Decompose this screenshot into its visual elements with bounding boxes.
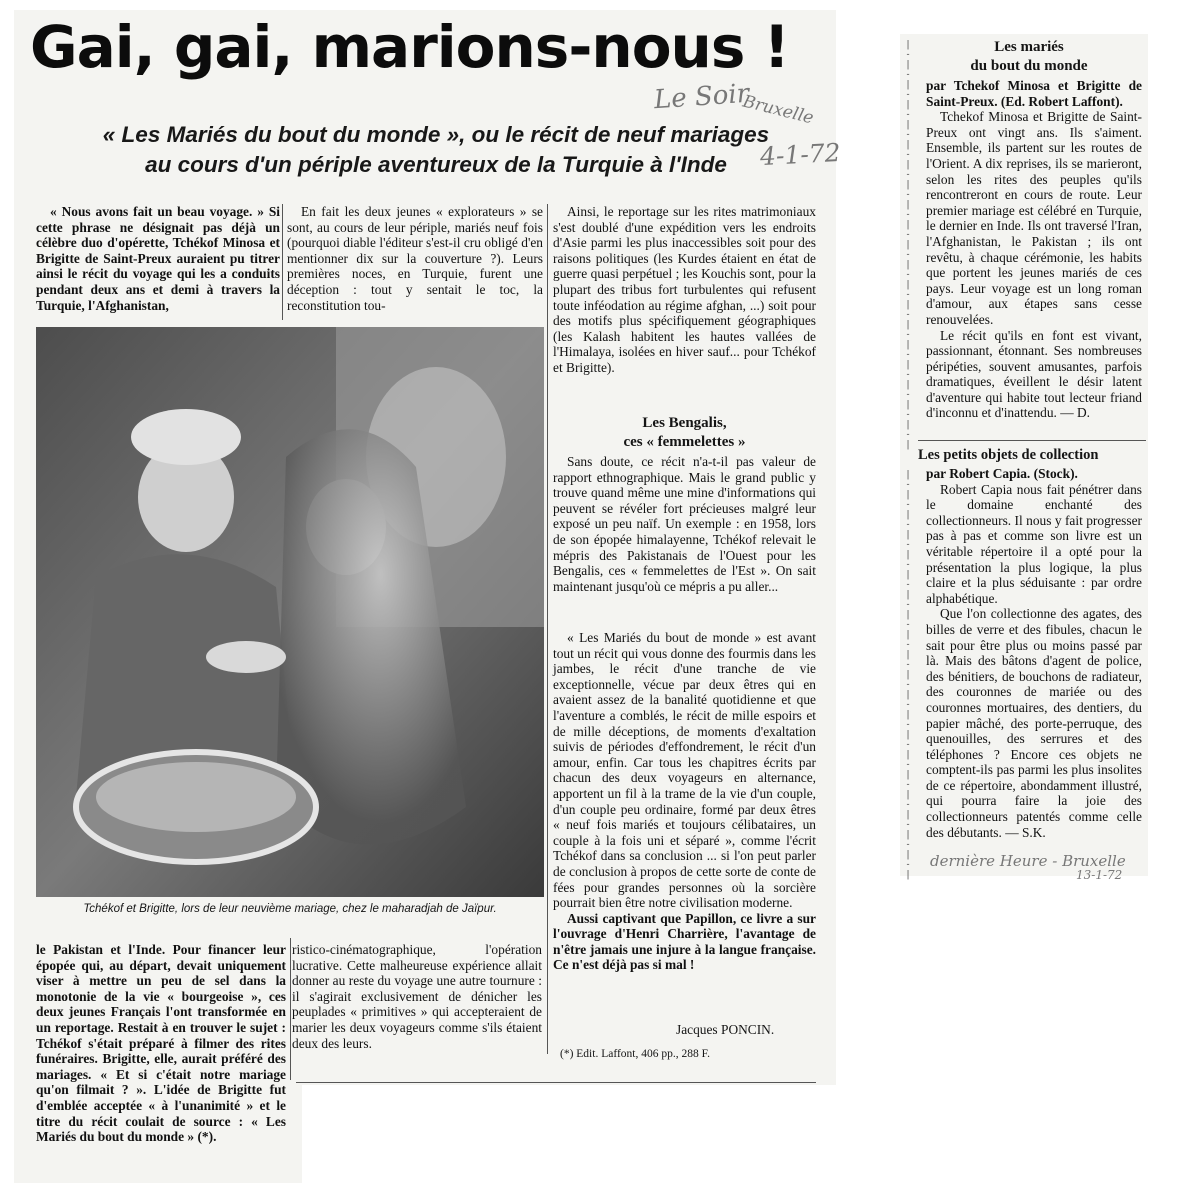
paragraph: Robert Capia nous fait pénétrer dans le domaine enchanté des collectionneurs. Il nous y fait progresser pas à pas et comme son livre est un véritable répertoire il a opté pour la présentation la plus logique, la plus claire et la plus séduisante : par ordre alphabétique. xyxy=(926,481,1142,606)
paragraph: « Nous avons fait un beau voyage. » Si cette phrase ne désignait pas déjà un célèbre duo d'opérette, Tchékof Minosa et Brigitte de Saint-Preux auraient pu titrer ainsi le récit du voyage qui les a conduits pendant deux ans et demi à travers la Turquie, l'Afghanistan, xyxy=(36,204,280,313)
column-rule xyxy=(282,204,283,320)
column-3-part-1 xyxy=(553,204,816,414)
subhead-line-1: Les Bengalis, xyxy=(642,415,727,431)
review-2-body xyxy=(926,466,1142,850)
paragraph: Sans doute, ce récit n'a-t-il pas valeur de rapport ethnographique. Mais le grand public y trouve quand même une mine d'informations qui peuvent se révéler fort précieuses malgré leur exposé un peu naïf. Un exemple : en 1958, lors de son épopée himalayenne, Tchékof relevait le mépris des Pakistanais de l'Ouest pour les Bengalis, ces « femmelettes de l'Est ». On sait maintenant jusqu'où ce mépris a pu aller... xyxy=(553,454,816,594)
subtitle-line-2: au cours d'un périple aventureux de la Turquie à l'Inde xyxy=(145,152,727,177)
footnote: (*) Edit. Laffont, 406 pp., 288 F. xyxy=(560,1048,710,1060)
paragraph: Le récit qu'ils en font est vivant, passionnant, étonnant. Ses nombreuses péripéties, souvent amusantes, parfois dramatiques, éveillent le désir latent d'aventure qui habite tout lecteur friand d'inconnu et d'inattendu. — D. xyxy=(926,327,1142,421)
column-rule xyxy=(290,938,291,1080)
handwritten-date: 4-1-72 xyxy=(759,137,842,172)
column-3-subhead xyxy=(553,414,816,452)
paragraph: Que l'on collectionne des agates, des billes de verre et des fibules, chacun le sait pour être plus ou moins passé par là. Mais des bâtons d'agent de police, des bénitiers, de bouchons de radiateur, des couronnes de mariée ou des couronnes mortuaires, des dentiers, du papier mâché, des porte-perruque, des quenouilles, des serrures et des téléphones ? Encore ces objets ne comptent-ils pas parmi les plus insolites de ce répertoire, abondamment illustré, qui pourra faire la joie des collectionneurs patentés comme celle des débutants. — S.K. xyxy=(926,606,1142,840)
margin-marks: | - | - | - | - | - | - | - | - | - | - | - | - | - | - | - | - | - | - | - | - | xyxy=(906,40,910,450)
photo-caption: Tchékof et Brigitte, lors de leur neuvième mariage, chez le maharadjah de Jaïpur. xyxy=(83,903,497,915)
paragraph: Aussi captivant que Papillon, ce livre a sur l'ouvrage d'Henri Charrière, l'avantage de n'être jamais une injure à la langue française. Ce n'est déjà pas si mal ! xyxy=(553,910,816,973)
paragraph: ristico-cinématographique, l'opération lucrative. Cette malheureuse expérience allait donner au reste du voyage une autre tournure : il s'agirait exclusivement de dénicher les peuplades « primitives » qui accepteraient de marier les deux voyageurs comme s'ils étaient deux des leurs. xyxy=(292,942,542,1051)
handwritten-date-2: 13-1-72 xyxy=(1076,868,1123,882)
subhead-line-2: ces « femmelettes » xyxy=(623,434,746,450)
review-2-title: Les petits objets de collection xyxy=(918,447,1099,463)
wedding-photo-image xyxy=(36,327,544,897)
handwritten-city: Bruxelle xyxy=(740,91,816,129)
column-rule xyxy=(547,204,548,1054)
column-1-top xyxy=(36,204,280,324)
column-2-top xyxy=(287,204,543,324)
review-1-title-line-2: du bout du monde xyxy=(970,58,1088,74)
review-1-body xyxy=(926,78,1142,430)
handwritten-source-2: dernière Heure - Bruxelle xyxy=(930,852,1126,870)
review-1-title-line-1: Les mariés xyxy=(994,39,1064,55)
column-1-bottom xyxy=(36,942,286,1174)
headline: Gai, gai, marions-nous ! xyxy=(30,13,789,81)
paragraph: « Les Mariés du bout de monde » est avant tout un récit qui vous donne des fourmis dans les jambes, le récit d'une tranche de vie exceptionnelle, vécue par deux êtres qui en avaient assez de la banalité quotidienne et que l'aventure a comblés, le récit de mille espoirs et de mille déceptions, de moments d'exaltation suivis de périodes d'effondrement, le récit d'un amour, enfin. Car tous les chapitres écrits par chacun des deux voyageurs en alternance, apportent un fil à la trame de la vie d'un couple, d'un couple peu ordinaire, formé par deux êtres « neuf fois mariés et toujours célibataires, un couple à la fois uni et séparé », comme l'écrit Tchékof dans sa conclusion ... si l'on peut parler de conclusion à propos de cette sorte de conte de fées pour grandes personnes où la sorcière pourrait bien être notre civilisation moderne. xyxy=(553,630,816,911)
paragraph: Ainsi, le reportage sur les rites matrimoniaux s'est doublé d'une expédition vers les endroits d'Asie parmi les plus inaccessibles soit pour des raisons politiques (les Kurdes étaient en état de guerre quasi perpétuel ; les Kouchis sont, pour la plupart des tribus fort turbulentes qui refusent toute inféodation au régime afghan, ...) soit pour des motifs plus spécifiquement géographiques (les Kalash habitent les hautes vallées de l'Himalaya, isolées en hiver sauf... pour Tchékof et Brigitte). xyxy=(553,204,816,375)
margin-marks: | - | - | - | - | - | - | - | - | - | - | - | - | - | - | - | - | - | - | - | - | xyxy=(906,470,910,880)
review-1-title xyxy=(912,38,1146,76)
review-divider xyxy=(918,440,1146,441)
paragraph: le Pakistan et l'Inde. Pour financer leur épopée qui, au départ, devait uniquement viser à mettre un peu de sel dans la monotonie de la vie « bourgeoise », ces deux jeunes Français l'ont transformée en un reportage. Restait à en trouver le sujet : Tchékof s'était préparé à filmer des rites funéraires. Brigitte, elle, aurait préféré des mariages. « Et si c'était notre mariage qu'on filmait ? ». L'idée de Brigitte fut d'emblée acceptée « à l'unanimité » et le titre du récit coulait de source : « Les Mariés du bout du monde » (*). xyxy=(36,942,286,1145)
review-1-byline: par Tchekof Minosa et Brigitte de Saint-Preux. (Ed. Robert Laffont). xyxy=(926,78,1142,109)
column-2-bottom xyxy=(292,942,542,1068)
column-3-part-2 xyxy=(553,454,816,630)
wedding-photo xyxy=(36,327,544,897)
paragraph: En fait les deux jeunes « explorateurs » se sont, au cours de leur périple, mariés neuf fois (pourquoi diable l'éditeur s'est-il cru obligé d'en mentionner dix sur la couverture ?). Leurs premières noces, en Turquie, furent une déception : tout y sentait le toc, la reconstitution tou- xyxy=(287,204,543,313)
review-2-byline: par Robert Capia. (Stock). xyxy=(926,466,1078,481)
bottom-rule xyxy=(296,1082,816,1083)
column-3-part-3 xyxy=(553,630,816,1005)
paragraph: Tchekof Minosa et Brigitte de Saint-Preux ont vingt ans. Ils s'aiment. Ensemble, ils partent sur les routes de l'Orient. A dix reprises, ils se marieront, selon les rites des peuples qu'ils rencontreront en cours de route. Leur premier mariage est célébré en Turquie, le dernier en Inde. Ils ont traversé l'Iran, l'Afghanistan, le Pakistan ; ils ont revêtu, à chaque cérémonie, les habits que portent les jeunes mariés de ces pays. Leur voyage est un long roman d'amour, aux étapes sans cesse renouvelées. xyxy=(926,109,1142,327)
signature: Jacques PONCIN. xyxy=(676,1022,775,1037)
handwritten-source: Le Soir xyxy=(653,78,751,116)
subtitle-line-1: « Les Mariés du bout du monde », ou le récit de neuf mariages xyxy=(102,122,770,147)
